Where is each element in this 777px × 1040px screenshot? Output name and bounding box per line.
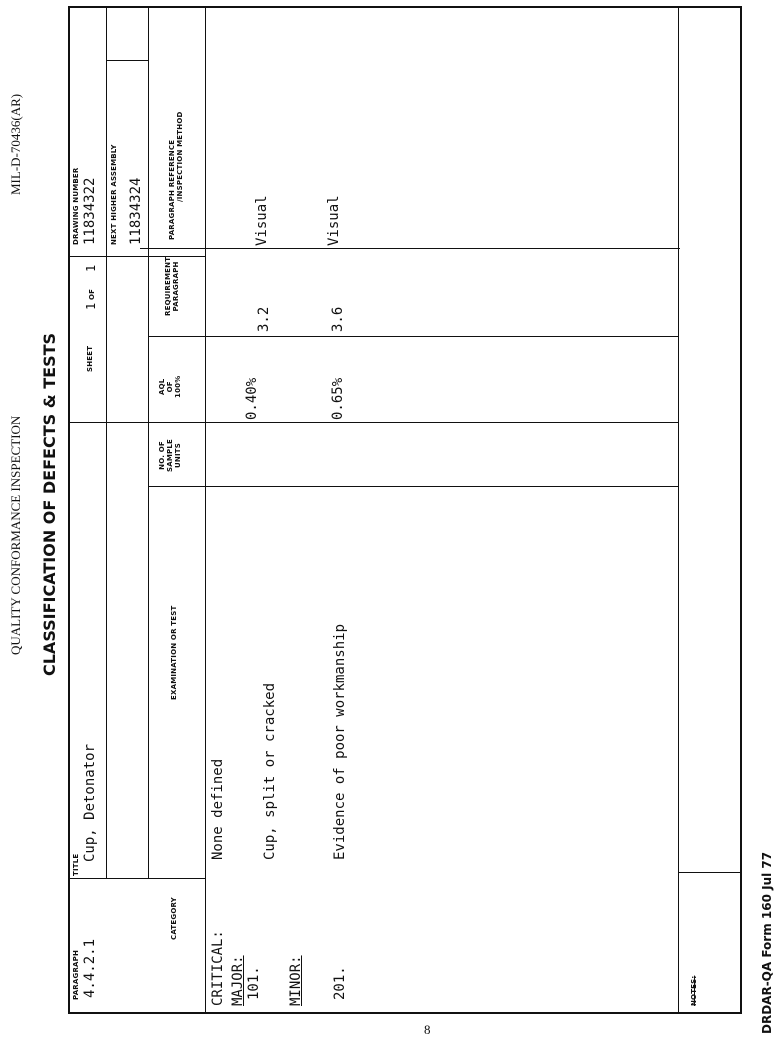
paragraph-label: PARAGRAPH <box>72 949 80 1000</box>
major-examination: Cup, split or cracked <box>262 682 278 860</box>
paragraph-value: 4.4.2.1 <box>82 938 98 998</box>
notes-label: NOTES: <box>690 975 698 1006</box>
sheet-number: 1 <box>84 302 98 310</box>
divider <box>148 486 678 487</box>
major-heading: MAJOR: <box>230 955 246 1006</box>
major-category: 101. <box>246 966 262 1000</box>
inspection-header: QUALITY CONFORMANCE INSPECTION <box>8 415 23 655</box>
col-paragraph-reference <box>168 112 184 240</box>
col-aql-line1: AQL <box>158 378 166 395</box>
col-sample-units <box>158 439 182 472</box>
sheet-label: SHEET <box>86 345 94 372</box>
col-sample-units-line1: NO. OF <box>158 441 166 470</box>
sheet-of: OF <box>88 288 96 300</box>
divider <box>148 422 678 423</box>
title-value: Cup, Detonator <box>82 743 98 862</box>
col-aql-line2: OF <box>166 381 174 393</box>
divider <box>106 60 148 61</box>
col-paragraph-reference-line1: PARAGRAPH REFERENCE <box>168 139 176 240</box>
major-method: Visual <box>254 195 270 246</box>
divider <box>678 872 742 873</box>
col-sample-units-line2: SAMPLE <box>166 439 174 472</box>
divider <box>106 6 107 878</box>
drawing-number-value: 11834322 <box>82 177 98 245</box>
minor-method: Visual <box>326 195 342 246</box>
col-paragraph-reference-line2: /INSPECTION METHOD <box>176 111 184 202</box>
next-higher-assembly-value: 11834324 <box>128 177 144 245</box>
col-aql <box>158 376 182 398</box>
divider <box>148 336 678 337</box>
minor-aql: 0.65% <box>330 377 346 420</box>
col-category: CATEGORY <box>170 897 178 940</box>
title-label: TITLE <box>72 853 80 876</box>
minor-category: 201. <box>332 966 348 1000</box>
divider <box>68 878 206 879</box>
divider <box>205 6 206 1014</box>
col-examination: EXAMINATION OR TEST <box>170 605 178 700</box>
major-aql: 0.40% <box>244 377 260 420</box>
critical-examination: None defined <box>210 758 226 860</box>
minor-heading: MINOR: <box>288 955 304 1006</box>
divider <box>68 256 206 257</box>
next-higher-assembly-label: NEXT HIGHER ASSEMBLY <box>110 144 118 245</box>
major-requirement: 3.2 <box>256 306 272 332</box>
divider <box>148 6 149 878</box>
form-title: CLASSIFICATION OF DEFECTS & TESTS <box>40 332 59 676</box>
drawing-number-label: DRAWING NUMBER <box>72 167 80 245</box>
sheet-total: 1 <box>84 264 98 272</box>
col-requirement-line1: REQUIREMENT <box>164 256 172 316</box>
col-requirement-line2: PARAGRAPH <box>172 261 180 312</box>
page-number: 8 <box>424 1022 431 1037</box>
col-sample-units-line3: UNITS <box>174 443 182 468</box>
col-requirement <box>164 257 180 316</box>
col-aql-line3: 100% <box>174 375 182 398</box>
minor-examination: Evidence of poor workmanship <box>332 623 348 860</box>
form-number: DRDAR-QA Form 160 Jul 77 <box>760 851 774 1034</box>
divider <box>678 6 679 1014</box>
divider <box>140 248 680 249</box>
critical-category: CRITICAL: <box>210 930 226 1006</box>
minor-requirement: 3.6 <box>330 306 346 332</box>
spec-number: MIL-D-70436(AR) <box>8 93 23 195</box>
